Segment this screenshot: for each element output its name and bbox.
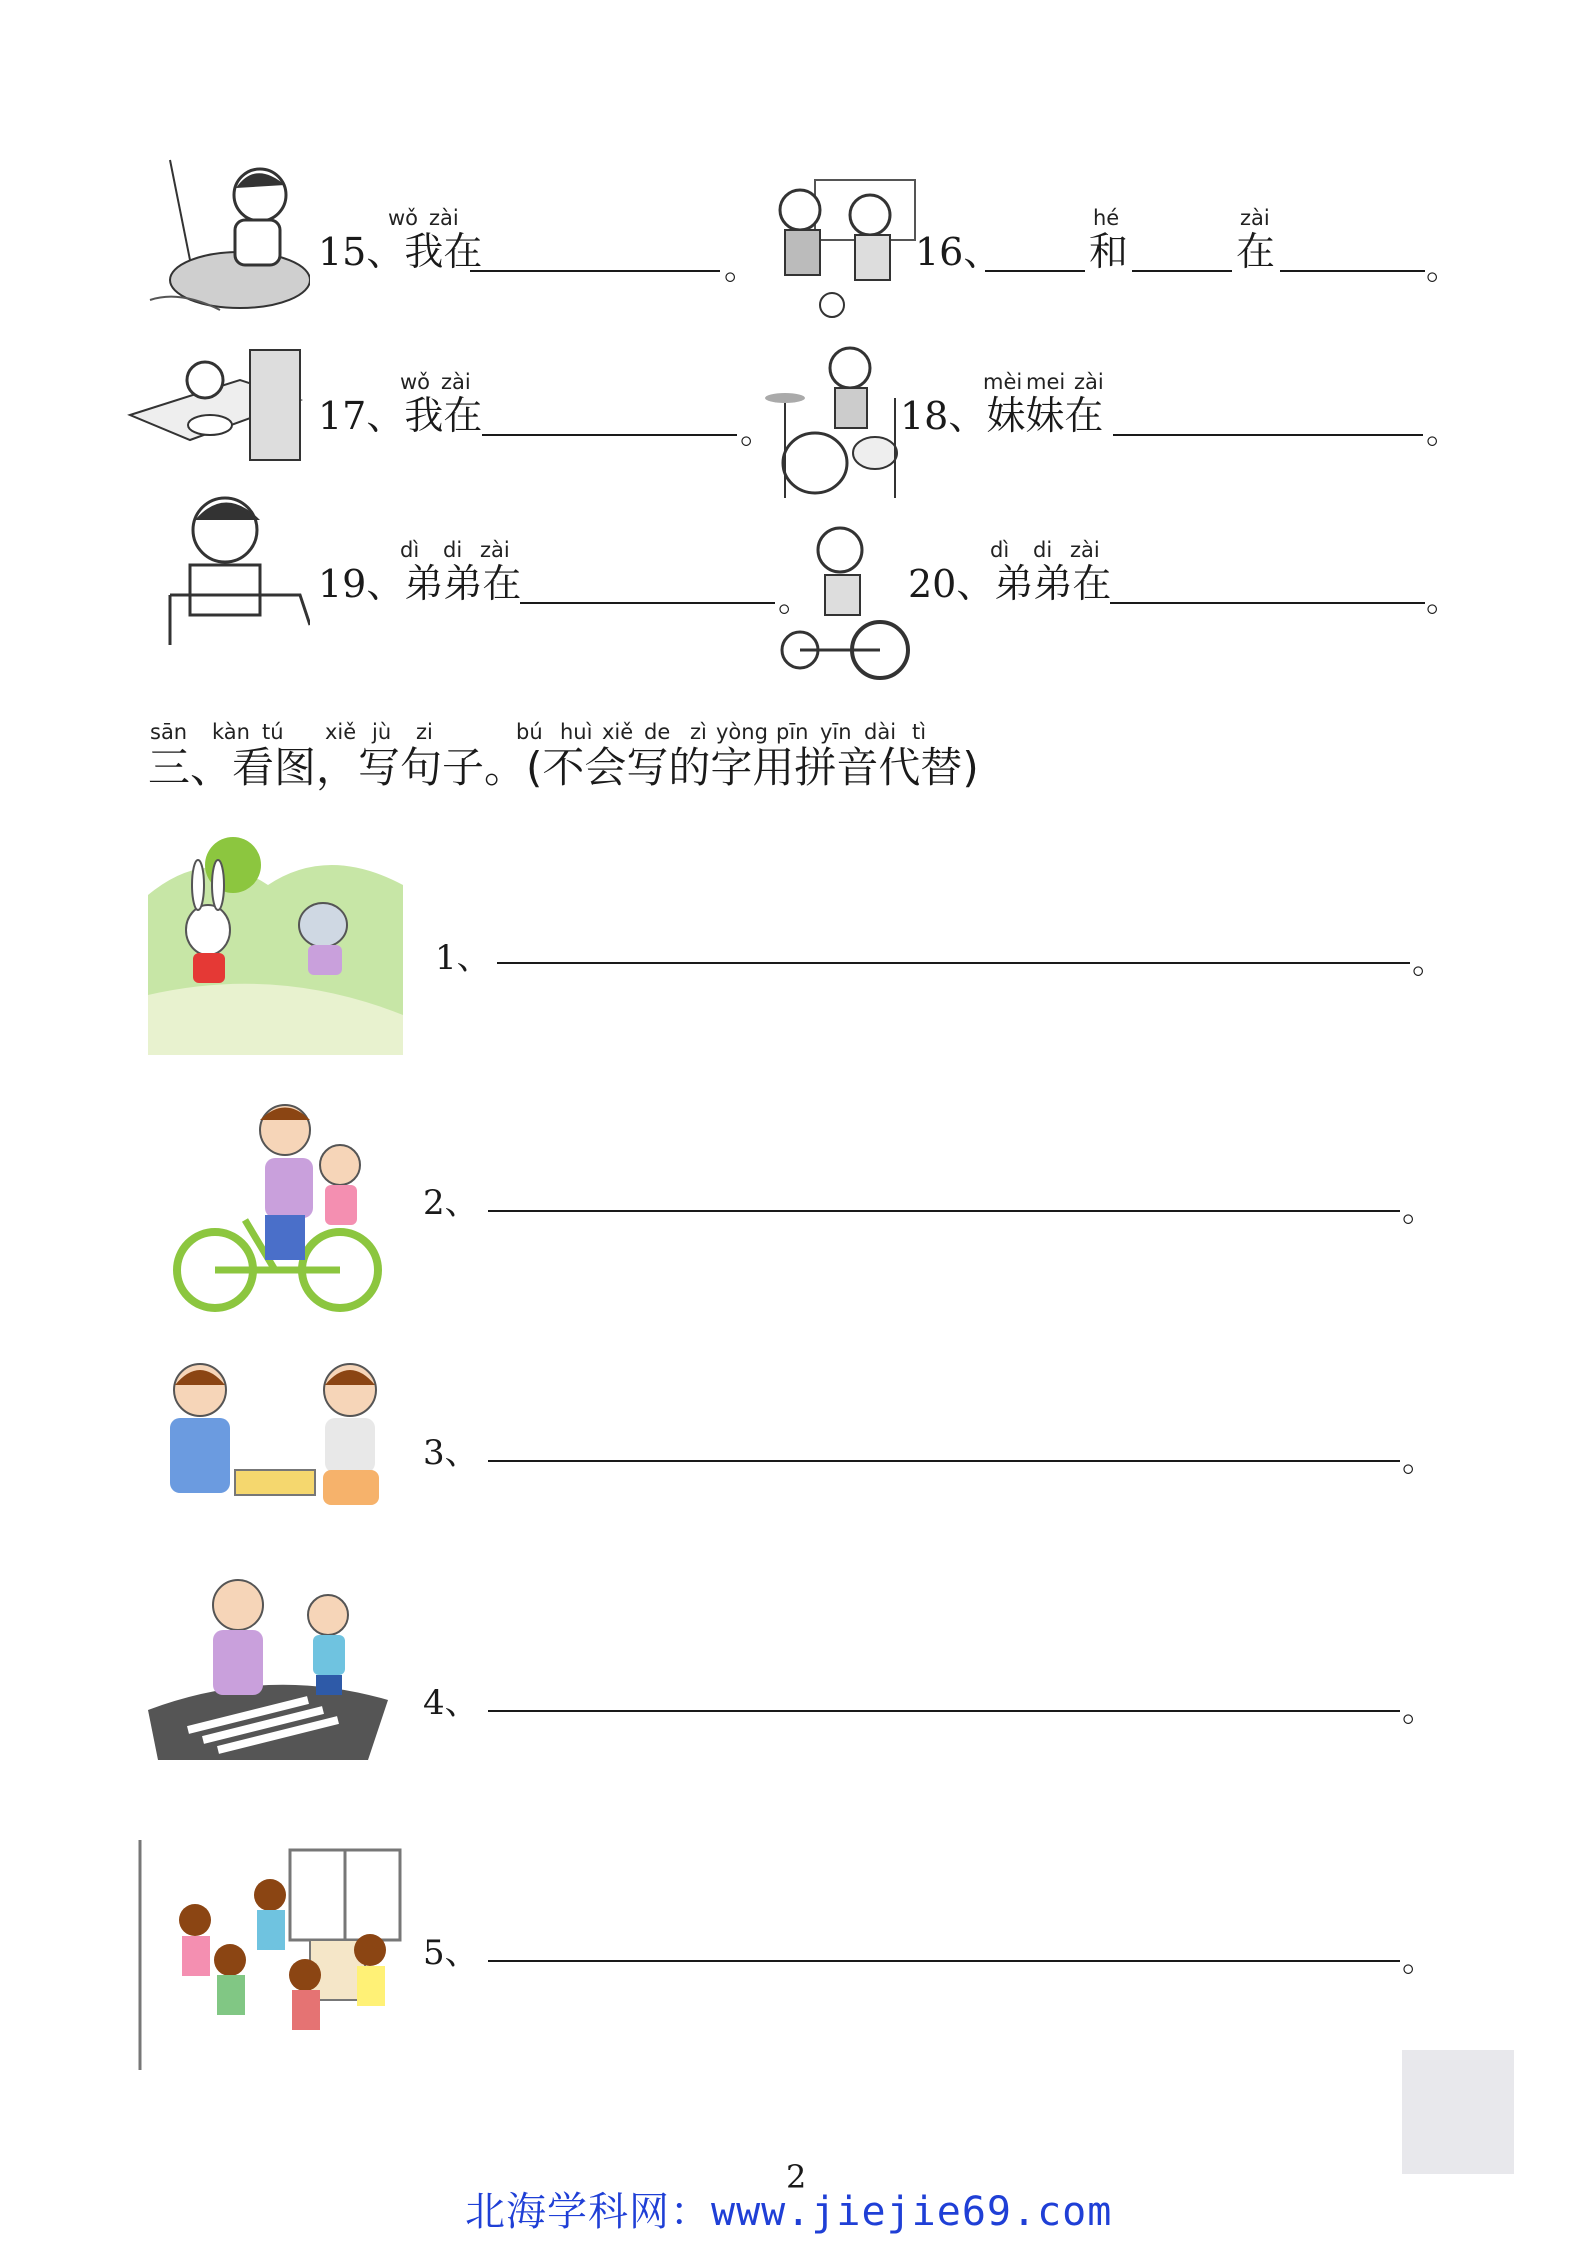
pinyin: di bbox=[443, 538, 463, 562]
sentence-number: 1、 bbox=[435, 938, 491, 978]
period: 。 bbox=[1412, 942, 1446, 982]
pinyin: sān bbox=[150, 720, 188, 744]
footer-watermark bbox=[465, 2180, 1112, 2237]
exercise-number: 18、 bbox=[900, 394, 987, 438]
pinyin: dài bbox=[864, 720, 897, 744]
pinyin: yīn bbox=[820, 720, 852, 744]
pinyin: zài bbox=[1074, 370, 1104, 394]
exercise-text: 弟 bbox=[443, 562, 483, 607]
pinyin: hé bbox=[1093, 206, 1120, 230]
section-note: (不会写的字用拼音代替) bbox=[526, 743, 979, 792]
sentence-number: 2、 bbox=[423, 1183, 479, 1223]
exercise-text: 在 bbox=[1072, 562, 1112, 607]
sentence-answer-line[interactable] bbox=[488, 1210, 1400, 1212]
pinyin: zài bbox=[480, 538, 510, 562]
exercise-15 bbox=[318, 230, 483, 275]
pinyin: jù bbox=[372, 720, 392, 744]
exercise-text: 弟 bbox=[994, 562, 1034, 607]
period: 。 bbox=[740, 412, 774, 452]
pinyin: yòng bbox=[716, 720, 768, 744]
sentence-number: 3、 bbox=[423, 1433, 479, 1473]
exercise-text: 在 bbox=[482, 562, 522, 607]
answer-blank[interactable] bbox=[1280, 270, 1425, 272]
pinyin: mèi bbox=[983, 370, 1023, 394]
exercise-text: 弟 bbox=[1033, 562, 1073, 607]
answer-blank[interactable] bbox=[1132, 270, 1232, 272]
pinyin: zài bbox=[1070, 538, 1100, 562]
pinyin: zài bbox=[1240, 206, 1270, 230]
section-title: 三、看图，写句子。 bbox=[148, 743, 527, 792]
exercise-19 bbox=[318, 562, 522, 607]
period: 。 bbox=[724, 248, 758, 288]
boy-writing-illustration bbox=[150, 485, 310, 650]
pinyin: kàn bbox=[212, 720, 250, 744]
pinyin: mei bbox=[1026, 370, 1066, 394]
sentence-answer-line[interactable] bbox=[488, 1710, 1400, 1712]
girl-playing-drums-illustration bbox=[755, 338, 920, 508]
pinyin: tú bbox=[262, 720, 284, 744]
pinyin: wǒ bbox=[400, 370, 431, 394]
exercise-number: 16、 bbox=[915, 230, 1002, 274]
pinyin: xiě bbox=[325, 720, 357, 744]
exercise-17 bbox=[318, 394, 483, 439]
pinyin: tì bbox=[912, 720, 927, 744]
pinyin: wǒ bbox=[388, 206, 419, 230]
period: 。 bbox=[1426, 248, 1460, 288]
pinyin: dì bbox=[990, 538, 1010, 562]
fishing-boy-illustration bbox=[140, 150, 310, 320]
exercise-number: 19、 bbox=[318, 562, 405, 606]
sentence-answer-line[interactable] bbox=[497, 962, 1410, 964]
section-heading bbox=[148, 735, 979, 795]
period: 。 bbox=[1426, 412, 1460, 452]
footer-site-name: 北海学科网： bbox=[465, 2189, 711, 2235]
sentence-number: 5、 bbox=[423, 1933, 479, 1973]
answer-blank[interactable] bbox=[1110, 602, 1425, 604]
pinyin: zài bbox=[429, 206, 459, 230]
exercise-number: 17、 bbox=[318, 394, 405, 438]
pinyin: dì bbox=[400, 538, 420, 562]
period: 。 bbox=[1402, 1440, 1436, 1480]
exercise-number: 15、 bbox=[318, 230, 405, 274]
period: 。 bbox=[1402, 1940, 1436, 1980]
exercise-16 bbox=[915, 230, 1002, 274]
sentence-answer-line[interactable] bbox=[488, 1460, 1400, 1462]
period: 。 bbox=[1402, 1190, 1436, 1230]
answer-blank[interactable] bbox=[470, 270, 720, 272]
period: 。 bbox=[1426, 580, 1460, 620]
exercise-text: 妹 bbox=[986, 394, 1026, 439]
washing-dishes-illustration bbox=[120, 340, 305, 470]
exercise-20 bbox=[908, 562, 1112, 607]
exercise-text: 在 bbox=[443, 394, 483, 439]
answer-blank[interactable] bbox=[482, 434, 737, 436]
pinyin: huì bbox=[560, 720, 593, 744]
exercise-text: 和 bbox=[1089, 230, 1129, 275]
exercise-text: 妹 bbox=[1025, 394, 1065, 439]
exercise-text: 在 bbox=[443, 230, 483, 275]
boys-playing-football-illustration bbox=[760, 175, 920, 325]
pinyin: zi bbox=[416, 720, 433, 744]
children-playing-chess-illustration bbox=[155, 1350, 395, 1540]
exercise-text: 弟 bbox=[404, 562, 444, 607]
pinyin: xiě bbox=[602, 720, 634, 744]
sentence-answer-line[interactable] bbox=[488, 1960, 1400, 1962]
rabbit-and-puppy-running-illustration bbox=[148, 825, 403, 1055]
pinyin: pīn bbox=[776, 720, 809, 744]
pinyin: de bbox=[644, 720, 671, 744]
children-cleaning-classroom-illustration bbox=[120, 1840, 410, 2070]
exercise-18 bbox=[900, 394, 1104, 439]
answer-blank[interactable] bbox=[985, 270, 1085, 272]
pinyin: zài bbox=[441, 370, 471, 394]
pinyin: zì bbox=[690, 720, 707, 744]
exercise-text: 我 bbox=[404, 394, 444, 439]
exercise-text: 在 bbox=[1064, 394, 1104, 439]
period: 。 bbox=[778, 580, 812, 620]
sentence-number: 4、 bbox=[423, 1683, 479, 1723]
exercise-text: 在 bbox=[1236, 230, 1276, 275]
exercise-text: 我 bbox=[404, 230, 444, 275]
answer-blank[interactable] bbox=[520, 602, 775, 604]
page-corner-shade bbox=[1402, 2050, 1514, 2174]
answer-blank[interactable] bbox=[1113, 434, 1423, 436]
period: 。 bbox=[1402, 1690, 1436, 1730]
pinyin: bú bbox=[516, 720, 543, 744]
boy-helping-grandpa-cross-road-illustration bbox=[148, 1570, 393, 1765]
dad-and-girl-riding-bike-illustration bbox=[165, 1090, 390, 1315]
footer-url[interactable]: www.jiejie69.com bbox=[711, 2189, 1113, 2235]
page-number: 2 bbox=[786, 2158, 807, 2196]
pinyin: di bbox=[1033, 538, 1053, 562]
exercise-number: 20、 bbox=[908, 562, 995, 606]
